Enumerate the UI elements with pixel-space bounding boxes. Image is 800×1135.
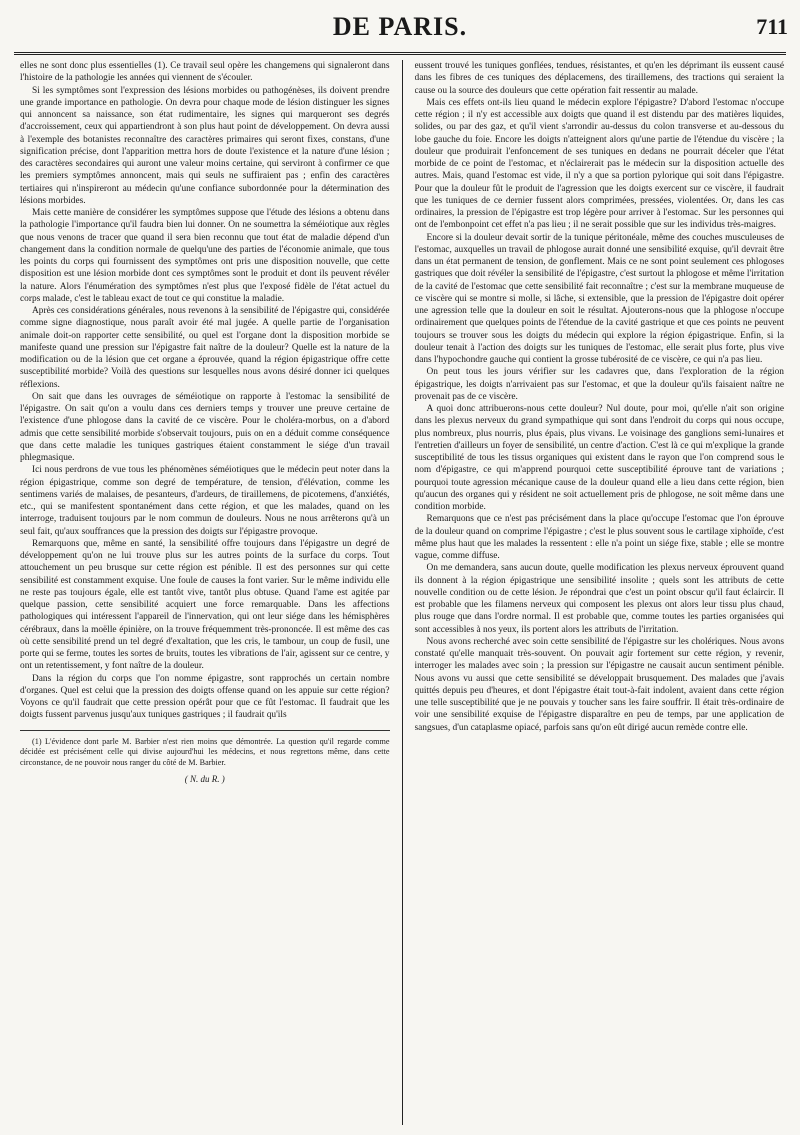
paragraph: Encore si la douleur devait sortir de la tunique péritonéale, même des couches musculeuses de l'estomac, auxquelles un travail de phlogose aurait donné une sensibilité exquise, qu'il devrait être dans un état permanent de tension, de gonflement. Mais ce ne sont point seulement ces phlogoses gastriques que doit révéler la sensibilité de l'épigastre, c'est surtout la phlogose et même l'irritation de la cavité de l'estomac que cette sensibilité fait reconnaître ; c'est sur la membrane muqueuse de ce viscère qui se montre si molle, si lâche, si extensible, que la pression de l'épigastre doit opérer une agression telle que la douleur en soit le résultat. Ajouterons-nous que la phlogose n'occupe ordinairement que quelques points de l'étendue de la cavité gastrique et que ces points ne peuvent toujours se trouver sous les doigts du médecin qui explore la région épigastrique. Enfin, si la douleur tenait à l'action des doigts sur les tuniques de l'estomac, elle serait plus forte, plus vive dans l'hypochondre gauche qui contient la grosse tubérosité de ce viscère, ce qui n'a pas lieu. [414, 232, 784, 365]
paragraph: Mais cette manière de considérer les symptômes suppose que l'étude des lésions a obtenu dans la pathologie l'importance qu'il faudra bien lui donner. On ne soumettra la séméiotique aux règles que nous venons de tracer que quand il sera bien reconnu que tout état de maladie dépend d'un changement dans la condition normale de quelqu'une des parties de l'économie animale, que tous les points du corps qui fournissent des symptômes ont pris une disposition nouvelle, que cette disposition est une lésion morbide dont ces symptômes sont le produit et dont ils peuvent révéler la nature. Alors l'énumération des symptômes n'est plus que l'exposé fidèle de l'état actuel du corps malade, c'est le tableau exact de tout ce qui constitue la maladie. [20, 208, 390, 304]
paragraph: Remarquons que, même en santé, la sensibilité offre toujours dans l'épigastre un degré de développement qu'on ne lui trouve plus sur les autres points de la surface du corps. Tout attouchement un peu brusque sur cette région est pénible. Il est des personnes sur qui cette sensibilité est constamment exquise. Une foule de causes la font varier. Sur le même individu elle ne reste pas toujours égale, elle est tantôt vive, tantôt plus obtuse. Quand l'ame est agitée par quelque passion, cette sensibilité acquiert une force remarquable. Dans les affections pathologiques qui intéressent l'appareil de l'innervation, qui ont leur siége dans les hémisphères cérébraux, dans la moëlle épinière, on la trouve fréquemment très-prononcée. Il est même des cas où cette sensibilité prend un tel degré d'exaltation, que les cris, le tambour, un coup de fusil, une porte qui se ferme, toutes les sortes de bruits, toutes les vibrations de l'air, agissent sur ce centre, y ont un retentissement, y font naître de la douleur. [20, 538, 390, 672]
footnote-text: (1) L'évidence dont parle M. Barbier n'est rien moins que démontrée. La question qu'il regarde comme décidée est précisément celle qui divise aujourd'hui les médecins, et nous regrettons même, dans cette circonstance, de ne pouvoir nous ranger du côté de M. Barbier. [20, 736, 390, 767]
paragraph: A quoi donc attribuerons-nous cette douleur? Nul doute, pour moi, qu'elle n'ait son origine dans les plexus nerveux du grand sympathique qui sont dans l'endroit du corps qui nous occupe, plus nombreux, plus nourris, plus épais, plus vivans. Le voisinage des ganglions semi-lunaires et l'entretien d'ailleurs un foyer de sensibilité, un centre d'action. C'est là ce qui m'explique la grande susceptibilité de tous les tissus organiques qui existent dans le rayon que l'on comprend sous le nom d'épigastre, ce qui m'apprend pourquoi cette susceptibilité éprouve tant de variations ; pourquoi toute agression mécanique cause de la douleur quand elle a lieu dans cette région, bien qu'aucun des organes qui y résident ne soit actuellement pris de phlogose, ne soit même dans une condition morbide. [414, 404, 784, 512]
text-columns [20, 60, 784, 1125]
footnote [20, 730, 390, 785]
paragraph: On sait que dans les ouvrages de séméiotique on rapporte à l'estomac la sensibilité de l'épigastre. On sait qu'on a voulu dans ces derniers temps y trouver une preuve certaine de l'existence d'une phlogose dans la cavité de ce viscère. Pour le choléra-morbus, on a d'abord admis que cette sensibilité morbide s'observait toujours, puis on en a déduit comme conséquence que dans cette maladie les tuniques gastriques étaient constamment le siége d'un travail phlegmasique. [20, 391, 390, 463]
page-title: DE PARIS. [332, 12, 468, 41]
paragraph: Si les symptômes sont l'expression des lésions morbides ou pathogénèses, ils doivent prendre une grande importance en pathologie. On devra pour chaque mode de lésion distinguer les signes qui annoncent sa naissance, son état rudimentaire, les signes qui marqueront ses degrés d'accroissement, ceux qui appartiendront à son plus haut point de développement. On devra aussi à l'exemple des botanistes reconnaître des caractères primaires qui seront fixes, constans, d'une signification précise, dont l'apparition mettra hors de doute l'existence et la nature d'une lésion ; des caractères secondaires qui auront une valeur moins certaine, qui serviront à confirmer ce que les premiers symptômes annoncent, mais qui seuls ne suffiraient pas ; enfin des caractères tertiaires qui n'inspireront au médecin qu'une confiance subordonnée pour la détermination des lésions morbides. [20, 85, 390, 206]
paragraph: On me demandera, sans aucun doute, quelle modification les plexus nerveux éprouvent quand ils donnent à la région épigastrique une sensibilité insolite ; quels sont les attributs de cette nouvelle condition ou de cette lésion. Je répondrai que c'est un point obscur qu'il faut éclaircir. Il est probable que les filamens nerveux qui composent les plexus ont alors leur tissu plus chaud, plus rouge que dans l'ordre normal. Il est probable que, comme toutes les parties organisées qui sont accessibles à nos yeux, ils portent alors les attributs de l'irritation. [414, 563, 784, 635]
paragraph: Nous avons recherché avec soin cette sensibilité de l'épigastre sur les cholériques. Nous avons constaté qu'elle manquait très-souvent. On pouvait agir fortement sur cette région, y revenir, interroger les malades avec soin ; la pression sur l'épigastre ne causait aucun sentiment pénible. Nous avons vu aussi que cette sensibilité se développait brusquement. Des malades que j'avais quittés depuis peu d'heures, et dont l'épigastre était tout-à-fait indolent, avaient dans cette région une telle susceptibilité que je ne pouvais y toucher sans les faire souffrir. Il était très-ordinaire de voir une sensibilité exquise de l'épigastre disparaître en peu de temps, par une application de sangsues, d'un cataplasme opiacé, parfois sans qu'on eût dirigé aucun remède contre elle. [414, 636, 784, 733]
header-rule [14, 52, 786, 55]
paragraph: Ici nous perdrons de vue tous les phénomènes séméiotiques que le médecin peut noter dans la région épigastrique, comme son degré de température, de tension, d'élévation, comme les sentimens variés de malaises, de pesanteurs, d'ardeurs, de tiraillemens, de picotemens, d'anxiétés, etc., qui se manifestent spontanément dans cette région, et que les malades, quand on les interroge, traduisent toujours par le nom commun de douleurs. Nous ne nous arrêterons qu'à un seul fait, qu'aux souffrances que la pression des doigts sur l'épigastre provoque. [20, 465, 390, 537]
right-column [415, 60, 785, 1125]
page-number: 711 [756, 14, 788, 39]
left-column [20, 60, 390, 1125]
page-header [0, 0, 800, 60]
paragraph: elles ne sont donc plus essentielles (1). Ce travail seul opère les changemens qui signaleront dans l'histoire de la pathologie les années qui viennent de s'écouler. [20, 61, 390, 84]
paragraph: On peut tous les jours vérifier sur les cadavres que, dans l'exploration de la région épigastrique, les doigts n'arrivaient pas sur l'estomac, et que la douleur qu'ils faisaient naître ne provenait pas de ce viscère. [414, 367, 784, 402]
paragraph: Remarquons que ce n'est pas précisément dans la place qu'occupe l'estomac que l'on éprouve de la douleur quand on comprime l'épigastre ; c'est le plus souvent sous le cartilage xiphoïde, c'est même plus haut que les malades la ressentent : elle n'a point un siége fixe, stable ; elle se montre vague, comme diffuse. [414, 514, 784, 561]
column-divider [402, 60, 403, 1125]
paragraph: eussent trouvé les tuniques gonflées, tendues, résistantes, et qu'en les déprimant ils eussent causé dans les fibres de ces tuniques des déplacemens, des tiraillemens, des tractions qui seraient la cause ou la source des douleurs que cette opération fait ressentir au malade. [414, 61, 784, 96]
paragraph: Mais ces effets ont-ils lieu quand le médecin explore l'épigastre? D'abord l'estomac n'occupe cette région ; il n'y est accessible aux doigts que quand il est distendu par des matières liquides, solides, ou par des gaz, et qu'il vient s'arrondir au-dessus du colon transverse et au-dessous du lobe gauche du foie. Encore les doigts n'atteignent alors qu'une partie de l'étendue du viscère ; la douleur que produirait l'enfoncement de ses tuniques en dedans ne pourrait déceler que l'état morbide de ce point de l'estomac, et n'éclairerait pas le médecin sur la disposition actuelle des autres. Mais, quand l'estomac est vide, il n'y a que sa portion pylorique qui soit dans l'épigastre. Pour que la douleur fût le produit de l'agression que les doigts exercent sur ce viscère, il faudrait que les tuniques de ce dernier fussent alors comprimées, pressées, violentées. Or, dans les cas ordinaires, la pression de l'épigastre est trop légère pour arriver à l'estomac. Sur les personnes qui ont de l'embonpoint cet effet n'a pas lieu ; il ne serait possible que sur les individus très-maigres. [414, 97, 784, 231]
paragraph: Dans la région du corps que l'on nomme épigastre, sont rapprochés un certain nombre d'organes. Quel est celui que la pression des doigts offense quand on les appuie sur cette région? Voyons ce qu'il faudrait que cette pression opérât pour que ce fût l'estomac. Il faudrait que les doigts fussent parvenus jusqu'aux tuniques gastriques ; il faudrait qu'ils [20, 673, 390, 721]
footnote-signature: ( N. du R. ) [184, 774, 225, 785]
paragraph: Après ces considérations générales, nous revenons à la sensibilité de l'épigastre qui, considérée comme signe diagnostique, nous paraît avoir été mal jugée. A quelle partie de l'organisation animale doit-on rapporter cette sensibilité, ou quel est l'organe dont la disposition morbide se manifeste quand une pression sur l'épigastre fait naître de la douleur? Quelle est la nature de la modification ou de la lésion que cet organe a éprouvée, quand la région épigastrique offre cette susceptibilité morbide? Voilà des questions sur lesquelles nous avons désiré donner ici quelques réflexions. [20, 306, 390, 390]
